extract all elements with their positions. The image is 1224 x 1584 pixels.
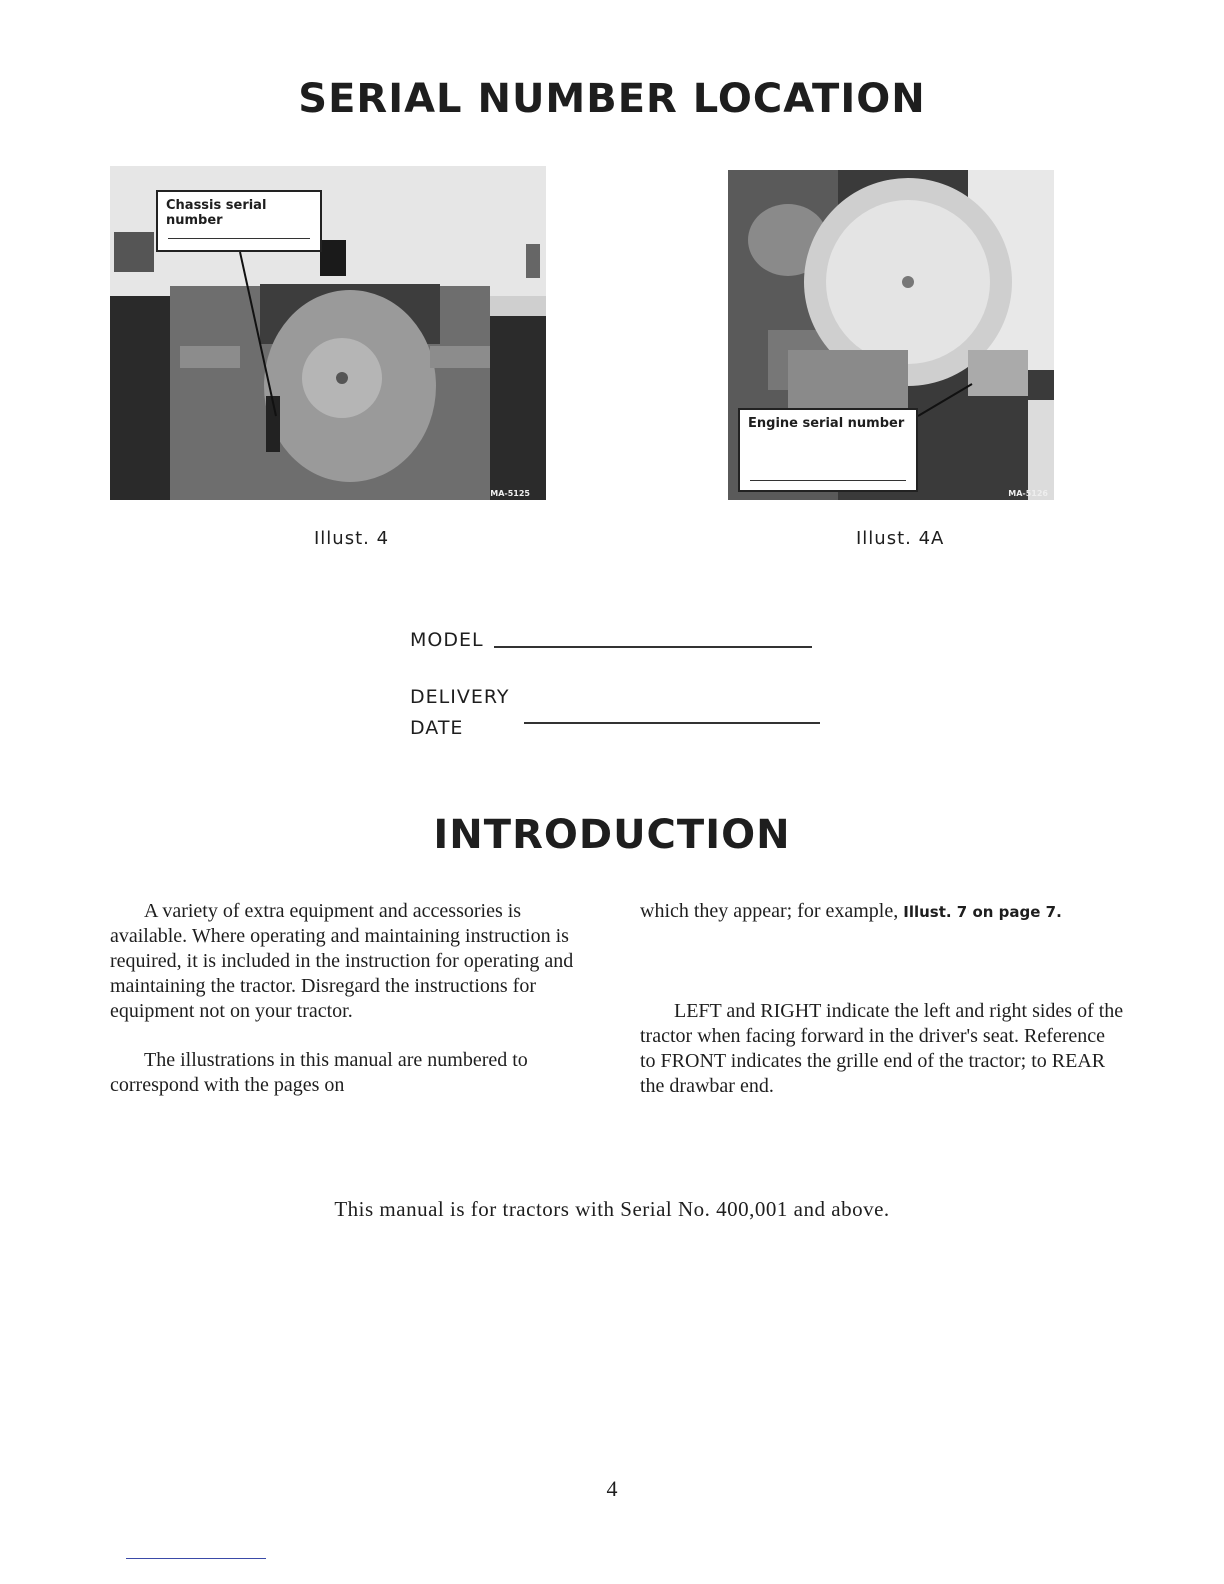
delivery-label-line2: DATE bbox=[410, 717, 464, 739]
footer-rule bbox=[126, 1558, 266, 1559]
illust-4-caption: Illust. 4 bbox=[314, 528, 390, 549]
chassis-photo-code: MA-5125 bbox=[490, 489, 530, 498]
engine-serial-blank bbox=[750, 480, 906, 481]
intro-left-column bbox=[110, 899, 600, 1098]
chassis-serial-label: Chassis serial number bbox=[166, 198, 267, 228]
chassis-serial-blank bbox=[168, 238, 310, 239]
chassis-photo bbox=[110, 166, 546, 500]
model-blank-line bbox=[494, 646, 812, 648]
delivery-label-line1: DELIVERY bbox=[410, 686, 510, 708]
engine-photo-code: MA-5126 bbox=[1008, 489, 1048, 498]
introduction-title: INTRODUCTION bbox=[433, 812, 791, 858]
illust-4a-caption: Illust. 4A bbox=[856, 528, 945, 549]
delivery-date-label bbox=[410, 682, 509, 744]
engine-serial-callout bbox=[738, 408, 918, 492]
intro-paragraph-equipment: A variety of extra equipment and accessories is available. Where operating and maintaining instruction is required, it is included in the instruction for operating and maintaining the tractor. Disregard the instructions for equipment not on your tractor. bbox=[110, 900, 574, 1022]
engine-photo bbox=[728, 170, 1054, 500]
intro-paragraph-orientation: LEFT and RIGHT indicate the left and right sides of the tractor when facing forward in the driver's seat. Reference to FRONT indicates the grille end of the tractor; to REAR the drawbar end. bbox=[640, 1000, 1124, 1097]
intro-right-column bbox=[640, 899, 1124, 1099]
intro-continued-text: which they appear; for example, bbox=[640, 900, 899, 922]
page-number: 4 bbox=[606, 1476, 618, 1501]
serial-range-note: This manual is for tractors with Serial No. 400,001 and above. bbox=[334, 1197, 890, 1221]
illust-reference: Illust. 7 on page 7. bbox=[903, 903, 1062, 921]
chassis-serial-callout bbox=[156, 190, 322, 252]
intro-paragraph-illustrations: The illustrations in this manual are numbered to correspond with the pages on bbox=[110, 1049, 528, 1096]
engine-serial-label: Engine serial number bbox=[748, 416, 905, 431]
delivery-date-blank-line bbox=[524, 722, 820, 724]
serial-number-location-title: SERIAL NUMBER LOCATION bbox=[298, 76, 926, 122]
intro-paragraph-continued bbox=[640, 899, 1124, 925]
model-label: MODEL bbox=[410, 629, 484, 651]
